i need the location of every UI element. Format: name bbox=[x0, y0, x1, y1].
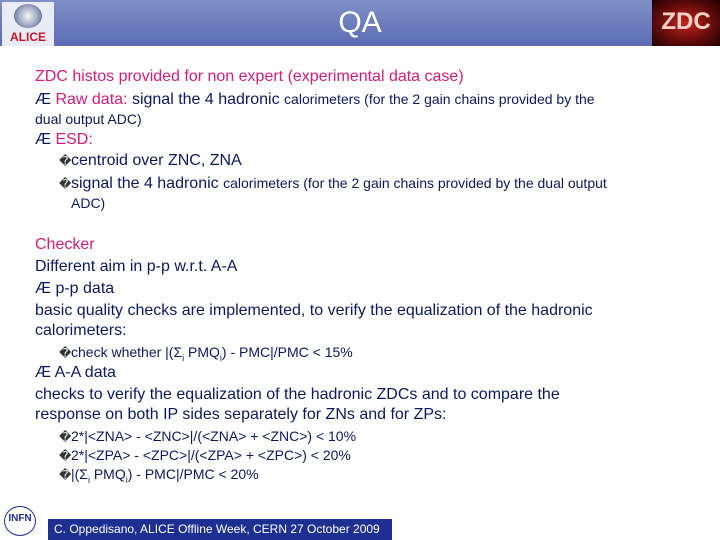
aa-desc-text: checks to verify the equalization of the hadronic ZDCs and to compare the bbox=[35, 386, 560, 403]
esd-item-signal bbox=[59, 173, 607, 194]
slide-title: QA bbox=[338, 6, 382, 39]
aa-check-zn bbox=[59, 426, 356, 447]
alice-logo-text: ALICE bbox=[10, 30, 46, 44]
zdc-logo-text: ZDC bbox=[661, 8, 711, 35]
pp-desc-1 bbox=[35, 301, 593, 321]
esd-item-signal-cont bbox=[71, 193, 105, 213]
centroid-text: centroid over ZNC, ZNA bbox=[71, 152, 242, 169]
check-subscript: i bbox=[182, 352, 185, 363]
raw-data-tail: calorimeters (for the 2 gain chains provided by the bbox=[284, 91, 595, 107]
aim-text: Different aim in p-p w.r.t. A-A bbox=[35, 258, 238, 275]
aim-line bbox=[35, 257, 237, 277]
zp-check-text: 2*|<ZPA> - <ZPC>|/(<ZPA> + <ZPC>) < 20% bbox=[71, 447, 351, 463]
aa-desc-2 bbox=[35, 405, 446, 425]
signal-cont: ADC) bbox=[71, 195, 106, 211]
raw-data-line bbox=[35, 89, 595, 110]
raw-data-cont: dual output ADC) bbox=[35, 111, 142, 127]
pmc-check-text: |(Σ bbox=[71, 466, 88, 482]
aa-desc-1 bbox=[35, 385, 560, 405]
esd-label: ESD: bbox=[55, 131, 93, 148]
zn-check-text: 2*|<ZNA> - <ZNC>|/(<ZNA> + <ZNC>) < 10% bbox=[71, 428, 357, 444]
pp-line bbox=[35, 279, 114, 299]
raw-data-line-2 bbox=[35, 109, 142, 129]
check-text-mid: PMQ bbox=[184, 344, 220, 360]
arrow-marker: Æ bbox=[35, 91, 56, 108]
footer-bar: C. Oppedisano, ALICE Offline Week, CERN 27 October 2009 bbox=[48, 519, 392, 540]
bullet-icon: � bbox=[59, 154, 72, 168]
signal-tail: calorimeters (for the 2 gain chains provided by the dual output bbox=[223, 175, 607, 191]
aa-check-zp bbox=[59, 445, 351, 466]
pmc-text-end: ) - PMC|/PMC < 20% bbox=[127, 466, 259, 482]
check-text: check whether |(Σ bbox=[71, 344, 183, 360]
intro-line bbox=[35, 67, 464, 87]
intro-text: ZDC histos provided for non expert (experimental data case) bbox=[35, 68, 464, 85]
esd-item-centroid bbox=[59, 151, 242, 171]
signal-text: signal the 4 hadronic bbox=[71, 175, 224, 192]
check-text-end: ) - PMC|/PMC < 15% bbox=[221, 344, 353, 360]
pp-desc-cont: calorimeters: bbox=[35, 322, 127, 339]
bullet-icon: � bbox=[59, 468, 72, 482]
raw-data-label: Raw data: bbox=[55, 91, 128, 108]
checker-heading bbox=[35, 235, 95, 255]
bullet-icon: � bbox=[59, 449, 72, 463]
arrow-marker: Æ bbox=[35, 131, 56, 148]
pp-desc-text: basic quality checks are implemented, to verify the equalization of the hadronic bbox=[35, 302, 593, 319]
checker-text: Checker bbox=[35, 236, 95, 253]
pp-label: p-p data bbox=[55, 280, 115, 297]
bullet-icon: � bbox=[59, 430, 72, 444]
raw-data-text: signal the 4 hadronic bbox=[127, 91, 285, 108]
aa-desc-cont: response on both IP sides separately for ZNs and for ZPs: bbox=[35, 406, 447, 423]
arrow-marker: Æ bbox=[35, 364, 55, 381]
aa-label: A-A data bbox=[54, 364, 116, 381]
arrow-marker: Æ bbox=[35, 280, 56, 297]
pmc-text-mid: PMQ bbox=[89, 466, 126, 482]
pmc-subscript: i bbox=[87, 474, 90, 485]
aa-line bbox=[35, 363, 116, 383]
pp-desc-2 bbox=[35, 321, 127, 341]
check-subscript: i bbox=[219, 352, 222, 363]
bullet-icon: � bbox=[59, 177, 72, 191]
bullet-icon: � bbox=[59, 346, 72, 360]
esd-line bbox=[35, 130, 93, 150]
aa-check-pmc bbox=[59, 464, 259, 490]
infn-logo-text: INFN bbox=[8, 513, 32, 524]
pmc-subscript: i bbox=[125, 474, 128, 485]
